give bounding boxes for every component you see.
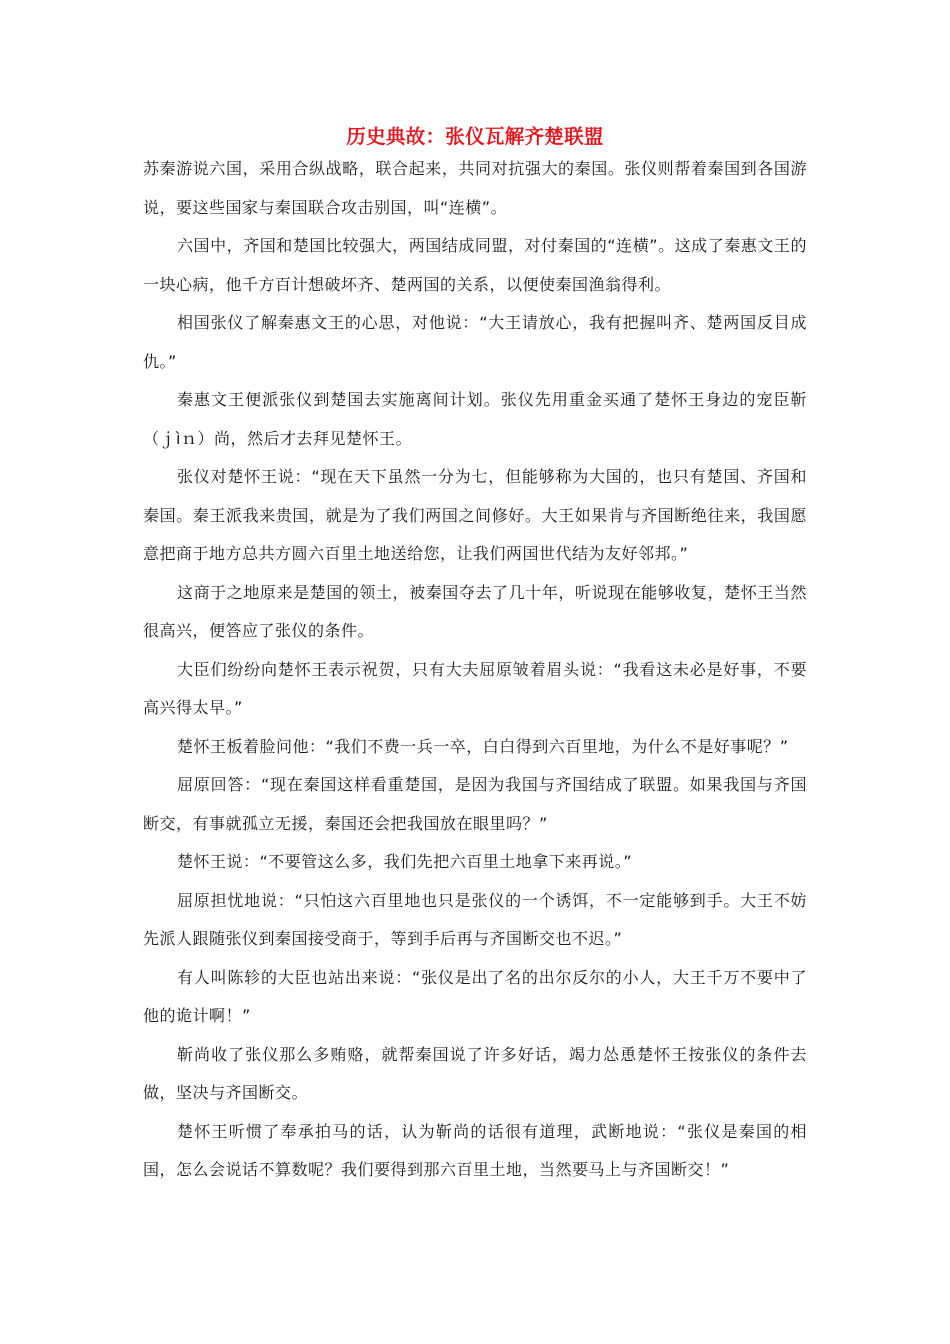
document-body bbox=[143, 150, 807, 1190]
paragraph: 有人叫陈轸的大臣也站出来说：“张仪是出了名的出尔反尔的小人，大王千万不要中了他的诡计啊！” bbox=[143, 967, 807, 1025]
paragraph: 大臣们纷纷向楚怀王表示祝贺，只有大夫屈原皱着眉头说：“我看这未必是好事，不要高兴得太早。” bbox=[143, 659, 807, 717]
paragraph: 六国中，齐国和楚国比较强大，两国结成同盟，对付秦国的“连横”。这成了秦惠文王的一块心病，他千方百计想破坏齐、楚两国的关系，以便使秦国渔翁得利。 bbox=[143, 236, 807, 294]
paragraph: 秦惠文王便派张仪到楚国去实施离间计划。张仪先用重金买通了楚怀王身边的宠臣靳（ｊìｎ）尚，然后才去拜见楚怀王。 bbox=[143, 390, 807, 448]
paragraph: 屈原担忧地说：“只怕这六百里地也只是张仪的一个诱饵，不一定能够到手。大王不妨先派人跟随张仪到秦国接受商于，等到手后再与齐国断交也不迟。” bbox=[143, 890, 807, 948]
paragraph: 楚怀王板着脸问他：“我们不费一兵一卒，白白得到六百里地，为什么不是好事呢？” bbox=[177, 736, 789, 756]
document-page bbox=[143, 122, 807, 1190]
paragraph: 这商于之地原来是楚国的领土，被秦国夺去了几十年，听说现在能够收复，楚怀王当然很高兴，便答应了张仪的条件。 bbox=[143, 582, 807, 640]
paragraph: 楚怀王说：“不要管这么多，我们先把六百里土地拿下来再说。” bbox=[177, 852, 633, 871]
paragraph: 屈原回答：“现在秦国这样看重楚国，是因为我国与齐国结成了联盟。如果我国与齐国断交，有事就孤立无援，秦国还会把我国放在眼里吗？” bbox=[143, 775, 807, 833]
paragraph: 张仪对楚怀王说：“现在天下虽然一分为七，但能够称为大国的，也只有楚国、齐国和秦国。秦王派我来贵国，就是为了我们两国之间修好。大王如果肯与齐国断绝往来，我国愿意把商于地方总共方圆六百里土地送给您，让我们两国世代结为友好邻邦。” bbox=[143, 467, 807, 563]
document-title: 历史典故：张仪瓦解齐楚联盟 bbox=[346, 125, 604, 148]
paragraph: 楚怀王听惯了奉承拍马的话，认为靳尚的话很有道理，武断地说：“张仪是秦国的相国，怎么会说话不算数呢？我们要得到那六百里土地，当然要马上与齐国断交！” bbox=[143, 1121, 807, 1179]
paragraph: 靳尚收了张仪那么多贿赂，就帮秦国说了许多好话，竭力怂恿楚怀王按张仪的条件去做，坚决与齐国断交。 bbox=[143, 1044, 807, 1102]
paragraph: 苏秦游说六国，采用合纵战略，联合起来，共同对抗强大的秦国。张仪则帮着秦国到各国游说，要这些国家与秦国联合攻击别国，叫“连横”。 bbox=[143, 159, 807, 217]
paragraph: 相国张仪了解秦惠文王的心思，对他说：“大王请放心，我有把握叫齐、楚两国反目成仇。” bbox=[143, 313, 807, 371]
